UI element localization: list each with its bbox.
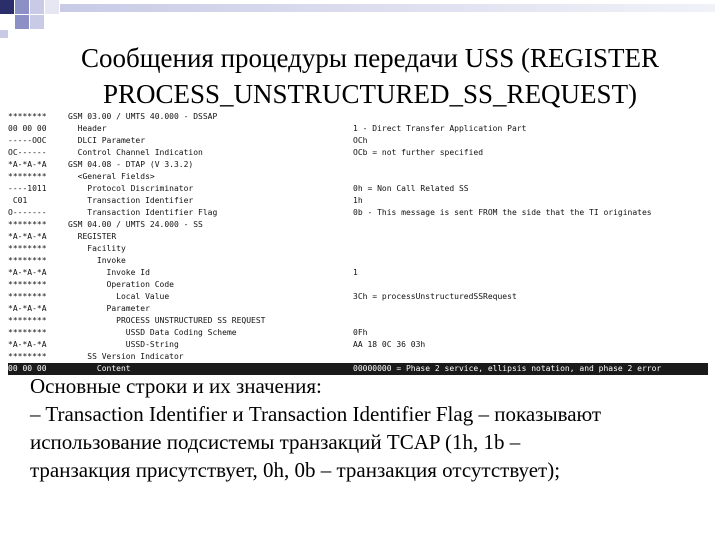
trace-bits: ----1011: [8, 184, 47, 193]
decor-bar: [60, 4, 715, 12]
trace-value: 0Fh: [353, 328, 368, 337]
trace-bits: ********: [8, 112, 47, 121]
trace-bits: ********: [8, 280, 47, 289]
trace-field: Header: [68, 124, 107, 133]
trace-field: USSD Data Coding Scheme: [68, 328, 237, 337]
trace-field: Invoke Id: [68, 268, 150, 277]
trace-field: Transaction Identifier Flag: [68, 208, 218, 217]
body-line: – Transaction Identifier и Transaction Identifier Flag – показывают: [30, 402, 602, 426]
trace-row: [8, 195, 708, 207]
trace-row: [8, 291, 708, 303]
trace-field: SS Version Indicator: [68, 352, 184, 361]
trace-row: [8, 219, 708, 231]
trace-row: [8, 351, 708, 363]
trace-field: Control Channel Indication: [68, 148, 203, 157]
trace-bits: ********: [8, 172, 47, 181]
title-line: PROCESS_UNSTRUCTURED_SS_REQUEST): [102, 79, 638, 109]
trace-field: USSD-String: [68, 340, 179, 349]
trace-row: [8, 183, 708, 195]
trace-value: 3Ch = processUnstructuredSSRequest: [353, 292, 517, 301]
trace-bits: *A-*A-*A: [8, 268, 47, 277]
title-line: Сообщения процедуры передачи USS (REGISTER: [81, 43, 659, 73]
decor-square: [45, 0, 59, 14]
trace-value: AA 18 0C 36 03h: [353, 340, 426, 349]
trace-row: [8, 231, 708, 243]
header-decoration: [0, 0, 720, 40]
trace-bits: ********: [8, 220, 47, 229]
trace-value: 00000000 = Phase 2 service, ellipsis notation, and phase 2 error: [353, 364, 662, 373]
trace-bits: *A-*A-*A: [8, 304, 47, 313]
trace-field: Facility: [68, 244, 126, 253]
trace-row: [8, 147, 708, 159]
trace-bits: -----OOC: [8, 136, 47, 145]
trace-bits: 00 00 00: [8, 124, 47, 133]
trace-row: [8, 255, 708, 267]
trace-bits: ********: [8, 244, 47, 253]
trace-value: OCh: [353, 136, 368, 145]
protocol-trace-screenshot: [8, 111, 708, 373]
trace-value: 1: [353, 268, 358, 277]
trace-value: 0b - This message is sent FROM the side that the TI originates: [353, 208, 652, 217]
decor-square: [0, 30, 8, 38]
trace-field: GSM 03.00 / UMTS 40.000 - DSSAP: [68, 112, 218, 121]
trace-row: [8, 243, 708, 255]
trace-field: Transaction Identifier: [68, 196, 194, 205]
body-line: использование подсистемы транзакций TCAP (1h, 1b –: [30, 430, 521, 454]
trace-row: [8, 111, 708, 123]
trace-bits: OC------: [8, 148, 47, 157]
trace-field: PROCESS UNSTRUCTURED SS REQUEST: [68, 316, 266, 325]
trace-field: Operation Code: [68, 280, 174, 289]
trace-row: [8, 339, 708, 351]
trace-bits: ********: [8, 292, 47, 301]
body-line: транзакция присутствует, 0h, 0b – транзакция отсутствует);: [30, 458, 561, 482]
trace-field: GSM 04.08 - DTAP (V 3.3.2): [68, 160, 194, 169]
trace-value: 0h = Non Call Related SS: [353, 184, 469, 193]
trace-row: [8, 123, 708, 135]
decor-square: [0, 0, 14, 14]
trace-bits: C01: [8, 196, 28, 205]
trace-bits: *A-*A-*A: [8, 340, 47, 349]
trace-row: [8, 279, 708, 291]
trace-bits: *A-*A-*A: [8, 160, 47, 169]
trace-row: [8, 267, 708, 279]
trace-field: DLCI Parameter: [68, 136, 146, 145]
trace-field: <General Fields>: [68, 172, 155, 181]
slide-title: [20, 40, 720, 112]
trace-bits: ********: [8, 352, 47, 361]
decor-square: [15, 15, 29, 29]
trace-row: [8, 327, 708, 339]
trace-value: 1 - Direct Transfer Application Part: [353, 124, 527, 133]
trace-row: [8, 135, 708, 147]
trace-bits: *A-*A-*A: [8, 232, 47, 241]
trace-row: [8, 171, 708, 183]
trace-field: Invoke: [68, 256, 126, 265]
trace-value: OCb = not further specified: [353, 148, 484, 157]
slide-body-text: [30, 372, 710, 484]
decor-square: [30, 15, 44, 29]
trace-row: [8, 315, 708, 327]
trace-bits: O-------: [8, 208, 47, 217]
trace-field: Protocol Discriminator: [68, 184, 194, 193]
trace-row: [8, 303, 708, 315]
trace-bits: 00 00 00: [8, 364, 47, 373]
trace-value: 1h: [353, 196, 363, 205]
trace-bits: ********: [8, 256, 47, 265]
trace-row: [8, 207, 708, 219]
trace-field: REGISTER: [68, 232, 117, 241]
trace-field: Content: [68, 364, 131, 373]
trace-row: [8, 159, 708, 171]
body-line: Основные строки и их значения:: [30, 374, 322, 398]
trace-field: Local Value: [68, 292, 170, 301]
trace-field: GSM 04.00 / UMTS 24.000 - SS: [68, 220, 203, 229]
trace-bits: ********: [8, 316, 47, 325]
trace-bits: ********: [8, 328, 47, 337]
decor-square: [30, 0, 44, 14]
trace-field: Parameter: [68, 304, 150, 313]
decor-square: [15, 0, 29, 14]
